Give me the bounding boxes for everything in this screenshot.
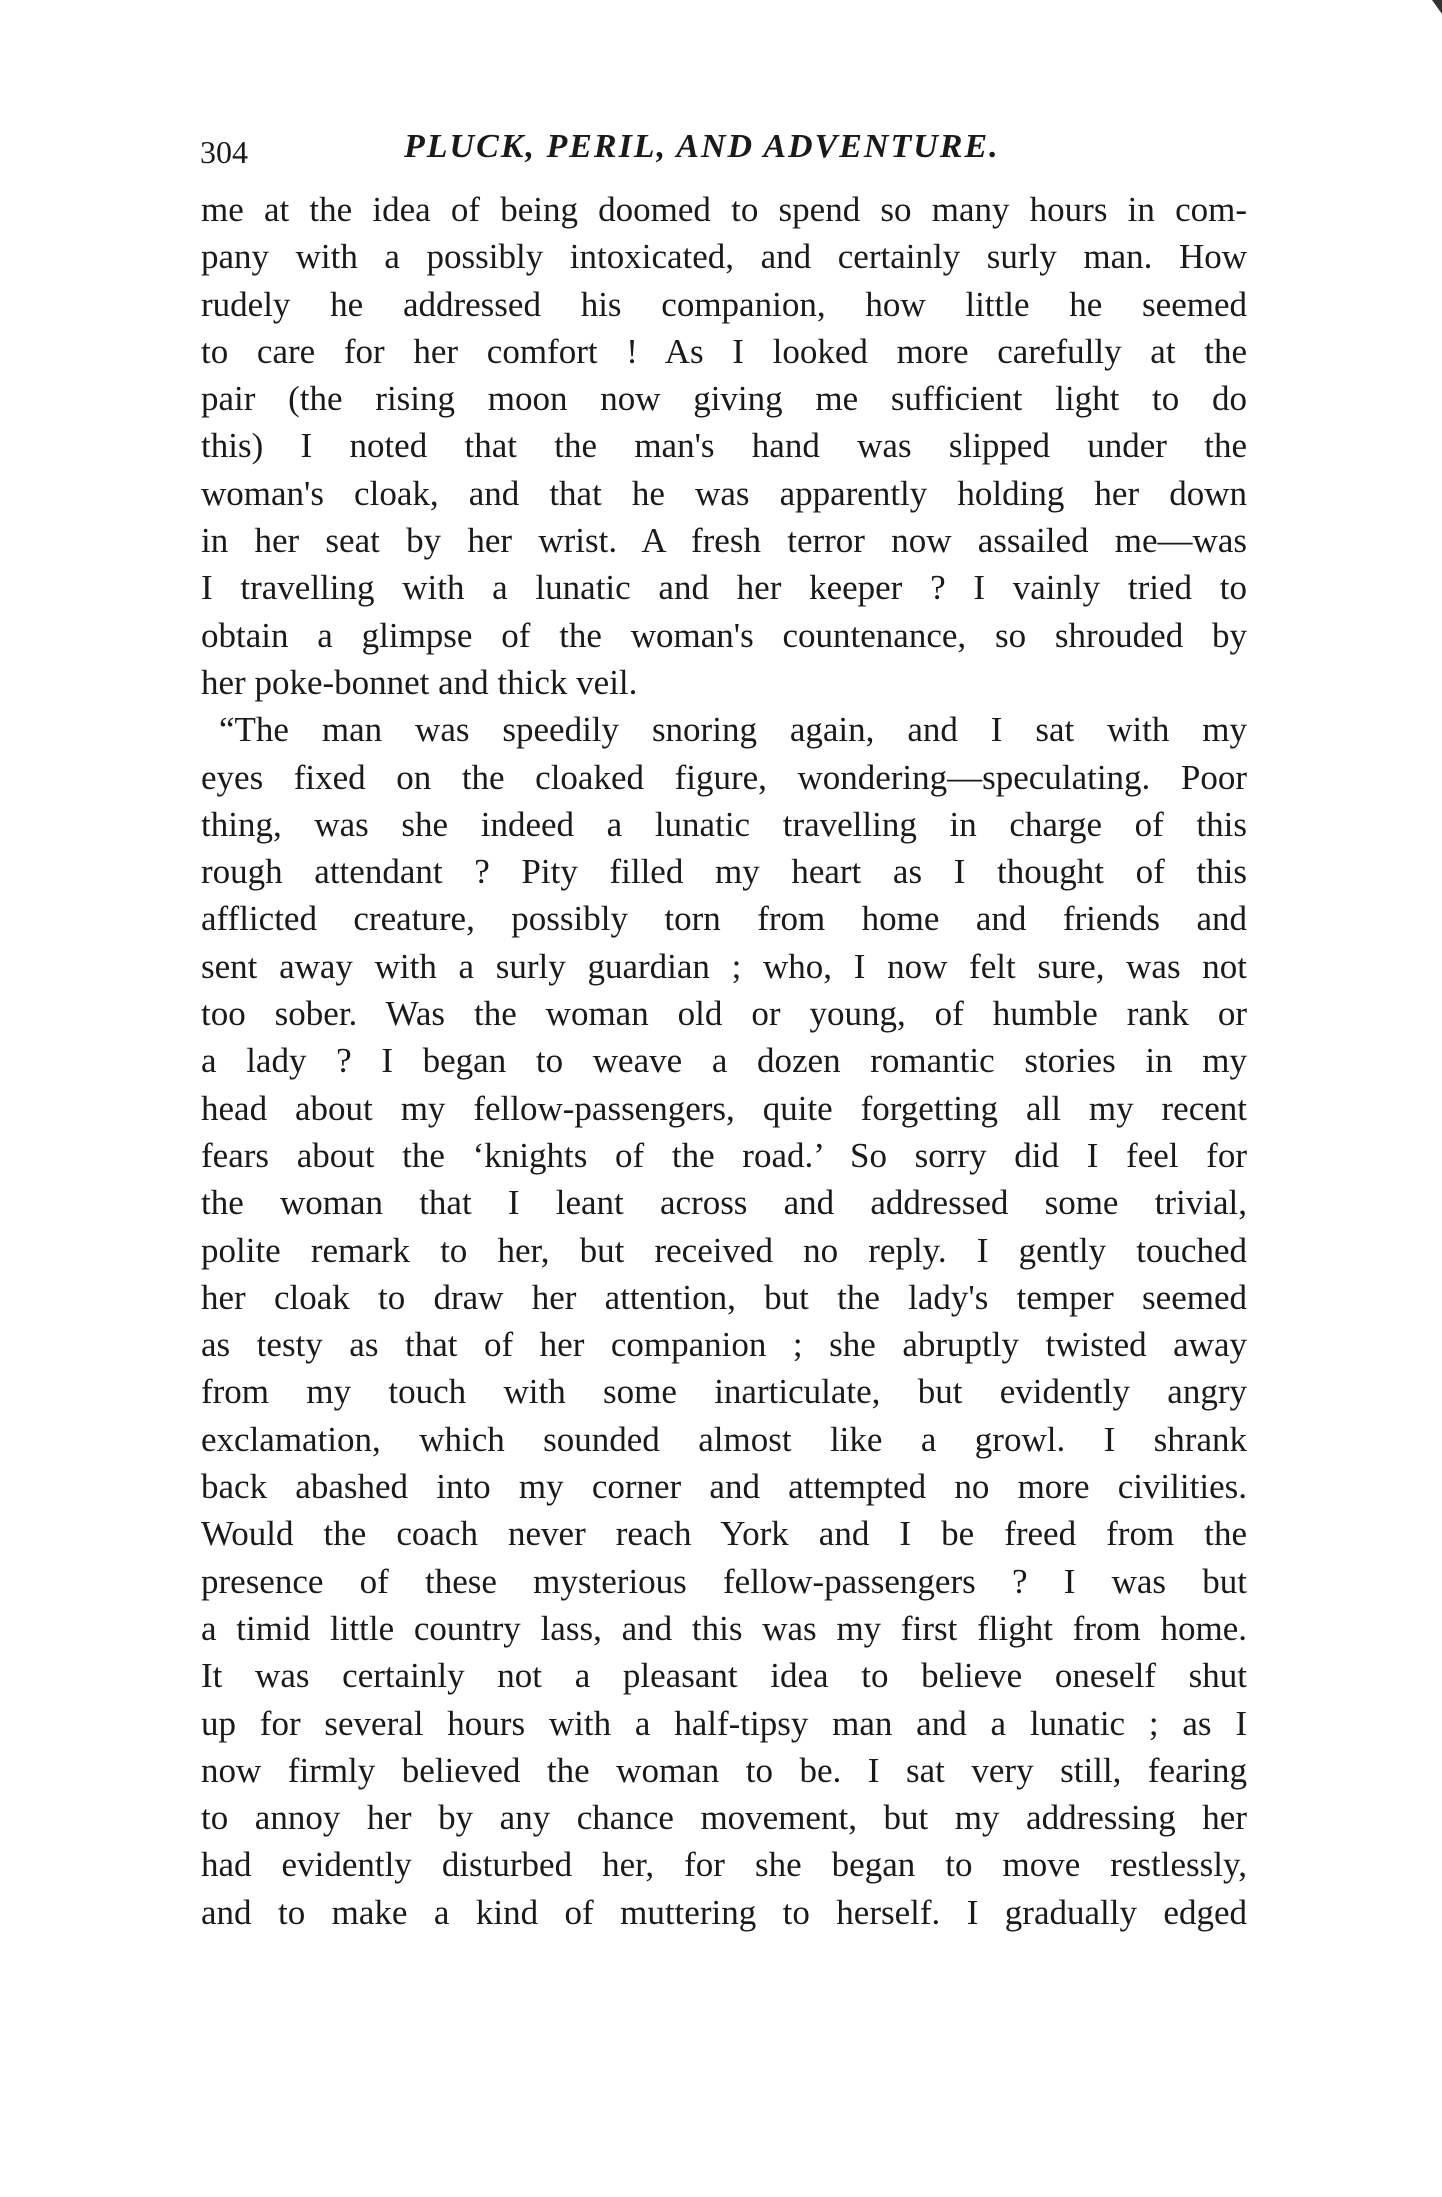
text-line: I travelling with a lunatic and her keeper ? I vainly tried to <box>201 568 1247 608</box>
text-line: to annoy her by any chance movement, but my addressing her <box>201 1798 1247 1838</box>
text-line: woman's cloak, and that he was apparently holding her down <box>201 473 1247 513</box>
text-line: pany with a possibly intoxicated, and certainly surly man. How <box>201 237 1247 277</box>
text-line: back abashed into my corner and attempted no more civilities. <box>201 1467 1247 1507</box>
text-line: pair (the rising moon now giving me sufficient light to do <box>201 379 1247 419</box>
text-line: the woman that I leant across and addressed some trivial, <box>201 1183 1247 1223</box>
text-line: me at the idea of being doomed to spend so many hours in com- <box>201 190 1247 229</box>
text-line: now firmly believed the woman to be. I sat very still, fearing <box>201 1750 1247 1790</box>
text-line: rudely he addressed his companion, how little he seemed <box>201 284 1247 324</box>
text-line: obtain a glimpse of the woman's countenance, so shrouded by <box>201 615 1247 655</box>
page-number: 304 <box>200 134 248 170</box>
text-line: her poke-bonnet and thick veil. <box>201 662 638 702</box>
text-line: from my touch with some inarticulate, but evidently angry <box>201 1372 1247 1412</box>
text-line: fears about the ‘knights of the road.’ So sorry did I feel for <box>201 1135 1247 1175</box>
text-line: and to make a kind of muttering to herself. I gradually edged <box>201 1892 1247 1932</box>
page-body-text <box>201 186 1247 1936</box>
text-line: a lady ? I began to weave a dozen romantic stories in my <box>201 1041 1247 1081</box>
text-line: rough attendant ? Pity filled my heart as I thought of this <box>201 852 1247 892</box>
text-line: too sober. Was the woman old or young, of humble rank or <box>201 994 1247 1034</box>
text-line: eyes fixed on the cloaked figure, wondering—speculating. Poor <box>201 757 1247 797</box>
text-line: presence of these mysterious fellow-passengers ? I was but <box>201 1561 1247 1601</box>
text-line: as testy as that of her companion ; she abruptly twisted away <box>201 1325 1247 1365</box>
text-line: Would the coach never reach York and I be freed from the <box>201 1514 1247 1554</box>
page-corner-mark <box>1432 0 1442 14</box>
text-line: a timid little country lass, and this was my first flight from home. <box>201 1608 1247 1648</box>
text-line: her cloak to draw her attention, but the lady's temper seemed <box>201 1277 1247 1317</box>
text-line: had evidently disturbed her, for she began to move restlessly, <box>201 1845 1247 1885</box>
text-line: exclamation, which sounded almost like a growl. I shrank <box>201 1419 1247 1459</box>
text-line: in her seat by her wrist. A fresh terror now assailed me—was <box>201 521 1247 561</box>
text-line: head about my fellow-passengers, quite forgetting all my recent <box>201 1088 1247 1128</box>
text-line: to care for her comfort ! As I looked more carefully at the <box>201 331 1247 371</box>
text-line: afflicted creature, possibly torn from home and friends and <box>201 899 1247 939</box>
text-line: up for several hours with a half-tipsy man and a lunatic ; as I <box>201 1703 1247 1743</box>
text-line: polite remark to her, but received no reply. I gently touched <box>201 1230 1247 1270</box>
text-line: thing, was she indeed a lunatic travelling in charge of this <box>201 804 1247 844</box>
text-line: this) I noted that the man's hand was slipped under the <box>201 426 1247 466</box>
text-line: It was certainly not a pleasant idea to believe oneself shut <box>201 1656 1247 1696</box>
running-title: PLUCK, PERIL, AND ADVENTURE. <box>404 128 1000 165</box>
text-line: “The man was speedily snoring again, and I sat with my <box>219 710 1247 750</box>
text-line: sent away with a surly guardian ; who, I now felt sure, was not <box>201 946 1247 986</box>
